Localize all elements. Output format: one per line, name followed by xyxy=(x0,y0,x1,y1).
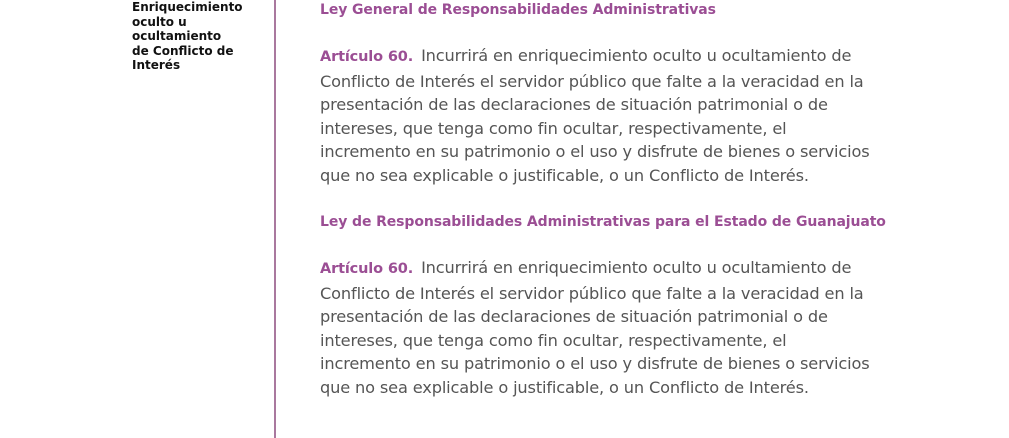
sidebar-title: Enriquecimiento oculto u ocultamiento de Conflicto de Interés xyxy=(132,0,243,72)
article-label: Artículo 60. xyxy=(320,49,414,65)
vertical-divider xyxy=(274,0,276,438)
article-text: Incurrirá en enriquecimiento oculto u ocultamiento de Conflicto de Interés el servidor público que falte a la veracidad en la presentación de las declaraciones de situación patrimonial o de intereses, que tenga como fin ocultar, respectivamente, el incremento en su patrimonio o el uso y disfrute de bienes o servicios que no sea explicable o justificable, o un Conflicto de Interés. xyxy=(320,46,870,185)
article-text: Incurrirá en enriquecimiento oculto u ocultamiento de Conflicto de Interés el servidor público que falte a la veracidad en la presentación de las declaraciones de situación patrimonial o de intereses, que tenga como fin ocultar, respectivamente, el incremento en su patrimonio o el uso y disfrute de bienes o servicios que no sea explicable o justificable, o un Conflicto de Interés. xyxy=(320,258,870,397)
article-general xyxy=(320,44,880,187)
main-content xyxy=(320,0,886,399)
article-guanajuato xyxy=(320,256,880,399)
law-title-general: Ley General de Responsabilidades Administrativas xyxy=(320,2,716,18)
law-title-guanajuato: Ley de Responsabilidades Administrativas para el Estado de Guanajuato xyxy=(320,214,886,230)
article-label: Artículo 60. xyxy=(320,261,414,277)
